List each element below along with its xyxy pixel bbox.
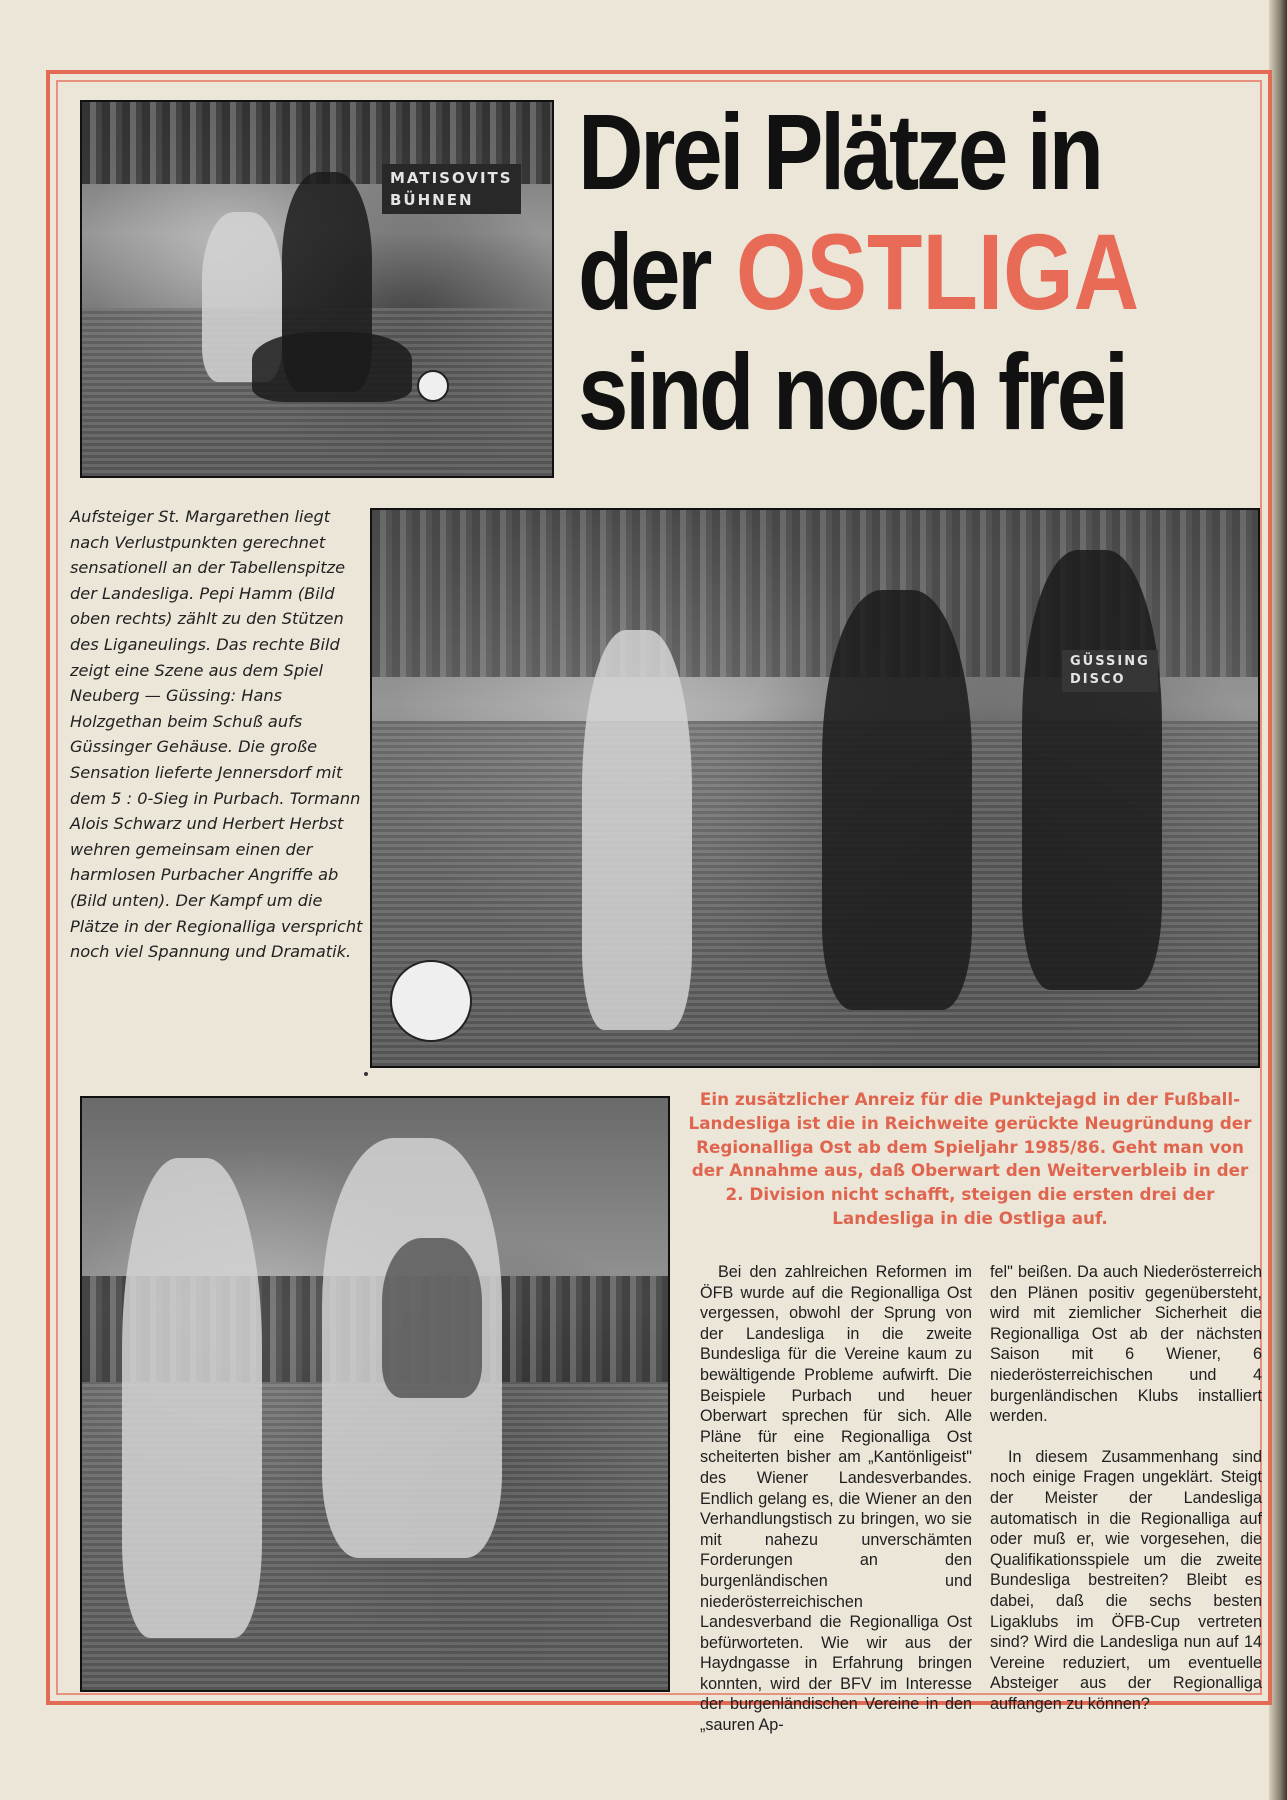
ad-board-line-2: BÜHNEN [390,191,474,209]
article-lede: Ein zusätzlicher Anreiz für die Punktejagd in der Fußball-Landesliga ist die in Reichweite gerückte Neugründung der Regionalliga Ost ab dem Spieljahr 1985/86. Geht man von der Annahme aus, daß Oberwart den Weiterverbleib in der 2. Division nicht schafft, steigen die ersten drei der Landesliga in die Ostliga auf. [688,1089,1252,1228]
article-column-2 [990,1262,1262,1714]
player-figure [822,590,972,1010]
headline-accent: OSTLIGA [735,211,1140,332]
headline-line-1: Drei Plätze in [578,91,1101,212]
ad-board [382,164,521,214]
player-figure [1022,550,1162,990]
photo-bottom-left [80,1096,670,1692]
jersey-print-line-2: DISCO [1070,672,1126,687]
player-figure [122,1158,262,1638]
player-figure [252,332,412,402]
jersey-print-line-1: GÜSSING [1070,654,1150,669]
photo-middle [370,508,1260,1068]
jersey-print [1062,650,1158,692]
player-figure [382,1238,482,1398]
headline [578,92,1158,452]
photo-top-left [80,100,554,478]
article-paragraph: Bei den zahlreichen Reformen im ÖFB wurde auf die Regionalliga Ost vergessen, obwohl der Sprung von der Landesliga in die zweite Bundesliga für die Vereine kaum zu bewältigende Probleme aufwirft. Die Beispiele Purbach und heuer Oberwart sprechen für sich. Alle Pläne für eine Regionalliga Ost scheiterten bisher am „Kantönligeist" des Wiener Landesverbandes. Endlich gelang es, die Wiener an den Verhandlungstisch zu bringen, wo sie mit nahezu unverschämten Forderungen an den burgenländischen und niederösterreichischen Landesverband die Regionalliga Ost befürworteten. Wie wir aus der Haydngasse in Erfahrung bringen konnten, wird der BFV im Interesse der burgenländischen Vereine in den „sauren Ap- [700,1263,972,1735]
ad-board-line-1: MATISOVITS [390,169,513,187]
article-column-1 [700,1262,972,1736]
separator-dot [364,1072,368,1076]
headline-line-2 [578,212,1158,332]
photo-caption: Aufsteiger St. Margarethen liegt nach Verlustpunkten gerechnet sensationell an der Tabellenspitze der Landesliga. Pepi Hamm (Bild oben rechts) zählt zu den Stützen des Liganeulings. Das rechte Bild zeigt eine Szene aus dem Spiel Neuberg — Güssing: Hans Holzgethan beim Schuß aufs Güssinger Gehäuse. Die große Sensation lieferte Jennersdorf mit dem 5 : 0-Sieg in Purbach. Tormann Alois Schwarz und Herbert Herbst wehren gemeinsam einen der harmlosen Purbacher Angriffe ab (Bild unten). Der Kampf um die Plätze in der Regionalliga verspricht noch viel Spannung und Dramatik. [70,507,363,962]
headline-line-3: sind noch frei [578,331,1126,452]
headline-line-2-prefix: der [578,211,710,332]
player-figure [582,630,692,1030]
football [417,370,449,402]
article-paragraph: In diesem Zusammenhang sind noch einige Fragen ungeklärt. Steigt der Meister der Landesliga automatisch in die Regionalliga auf oder muß er, wie vorgesehen, die Qualifikationsspiele um die zweite Bundesliga bestreiten? Bleibt es dabei, daß die sechs besten Ligaklubs im ÖFB-Cup vertreten sind? Wird die Landesliga nun auf 14 Vereine reduziert, um eventuelle Absteiger aus der Regionalliga auffangen zu können? [990,1447,1262,1713]
article-paragraph: fel" beißen. Da auch Niederösterreich den Plänen positiv gegenübersteht, wird mit ziemlicher Sicherheit die Regionalliga Ost ab der nächsten Saison mit 6 Wiener, 6 niederösterreichischen und 4 burgenländischen Klubs installiert werden. [990,1263,1262,1426]
football [390,960,472,1042]
